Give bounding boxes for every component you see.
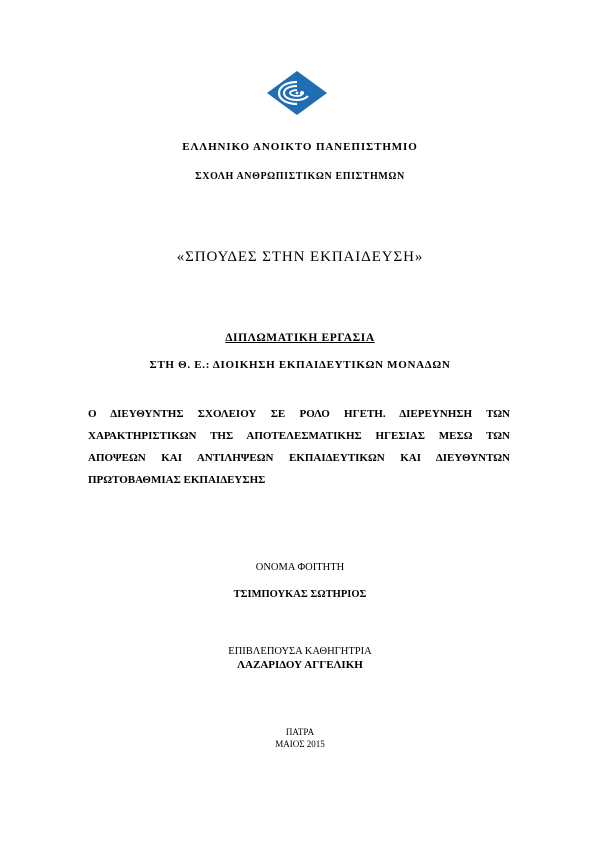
program-name: «ΣΠΟΥΔΕΣ ΣΤΗΝ ΕΚΠΑΙΔΕΥΣΗ» [176,249,424,265]
thesis-title-line: ΑΠΟΨΕΩΝ ΚΑΙ ΑΝΤΙΛΗΨΕΩΝ ΕΚΠΑΙΔΕΥΤΙΚΩΝ ΚΑΙ ΔΙΕΥΘΥΝΤΩΝ [88,452,510,464]
thesis-title-line: ΠΡΩΤΟΒΑΘΜΙΑΣ ΕΚΠΑΙΔΕΥΣΗΣ [88,474,266,486]
school-name: ΣΧΟΛΗ ΑΝΘΡΩΠΙΣΤΙΚΩΝ ΕΠΙΣΤΗΜΩΝ [195,171,405,182]
thesis-type: ΔΙΠΛΩΜΑΤΙΚΗ ΕΡΓΑΣΙΑ [225,332,375,344]
supervisor-name: ΛΑΖΑΡΙΔΟΥ ΑΓΓΕΛΙΚΗ [237,659,363,671]
thesis-title-line: Ο ΔΙΕΥΘΥΝΤΗΣ ΣΧΟΛΕΙΟΥ ΣΕ ΡΟΛΟ ΗΓΕΤΗ. ΔΙΕΡΕΥΝΗΣΗ ΤΩΝ [88,408,510,420]
thesis-module: ΣΤΗ Θ. Ε.: ΔΙΟΙΚΗΣΗ ΕΚΠΑΙΔΕΥΤΙΚΩΝ ΜΟΝΑΔΩΝ [149,359,451,371]
thesis-title-line: ΧΑΡΑΚΤΗΡΙΣΤΙΚΩΝ ΤΗΣ ΑΠΟΤΕΛΕΣΜΑΤΙΚΗΣ ΗΓΕΣΙΑΣ ΜΕΣΩ ΤΩΝ [88,430,510,442]
university-logo-icon [266,70,328,116]
date: ΜΑΙΟΣ 2015 [275,739,325,749]
supervisor-label: ΕΠΙΒΛΕΠΟΥΣΑ ΚΑΘΗΓΗΤΡΙΑ [228,646,372,657]
thesis-title [88,403,510,491]
city: ΠΑΤΡΑ [285,727,315,737]
university-name: ΕΛΛΗΝΙΚΟ ΑΝΟΙΚΤΟ ΠΑΝΕΠΙΣΤΗΜΙΟ [182,141,418,153]
student-label: ΟΝΟΜΑ ΦΟΙΤΗΤΗ [255,562,345,573]
student-name: ΤΣΙΜΠΟΥΚΑΣ ΣΩΤΗΡΙΟΣ [233,589,367,600]
